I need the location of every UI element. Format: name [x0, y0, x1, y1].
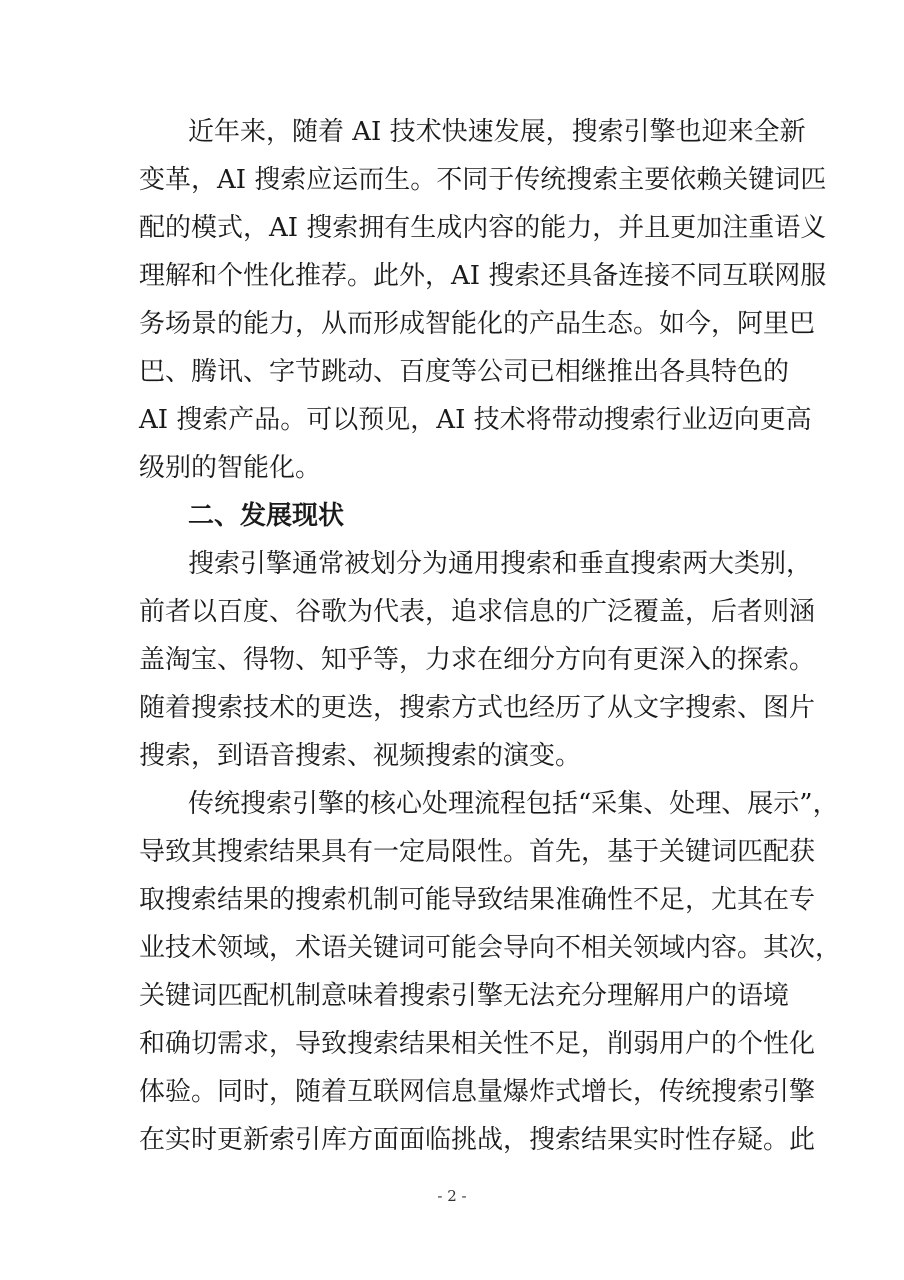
- paragraph-1-line-3: 配的模式，AI 搜索拥有生成内容的能力，并且更加注重语义: [139, 213, 827, 243]
- paragraph-3-line-3: 取搜索结果的搜索机制可能导致结果准确性不足，尤其在专: [139, 885, 816, 915]
- paragraph-1-line-4: 理解和个性化推荐。此外，AI 搜索还具备连接不同互联网服: [139, 261, 827, 291]
- paragraph-3-line-8: 在实时更新索引库方面面临挑战，搜索结果实时性存疑。此: [139, 1125, 816, 1155]
- paragraph-2-line-2: 前者以百度、谷歌为代表，追求信息的广泛覆盖，后者则涵: [139, 597, 816, 627]
- paragraph-3-line-6: 和确切需求，导致搜索结果相关性不足，削弱用户的个性化: [139, 1029, 816, 1059]
- page-number: - 2 -: [437, 1187, 467, 1205]
- paragraph-2-line-5: 搜索，到语音搜索、视频搜索的演变。: [139, 741, 582, 771]
- paragraph-3-line-5: 关键词匹配机制意味着搜索引擎无法充分理解用户的语境: [139, 981, 790, 1011]
- paragraph-1-line-7: AI 搜索产品。可以预见，AI 技术将带动搜索行业迈向更高: [139, 405, 812, 435]
- paragraph-3-line-4: 业技术领域，术语关键词可能会导向不相关领域内容。其次，: [139, 933, 842, 963]
- paragraph-3-line-7: 体验。同时，随着互联网信息量爆炸式增长，传统搜索引擎: [139, 1077, 816, 1107]
- paragraph-1-line-5: 务场景的能力，从而形成智能化的产品生态。如今，阿里巴: [139, 309, 816, 339]
- paragraph-1-line-8: 级别的智能化。: [139, 453, 322, 483]
- paragraph-3-line-1: 传统搜索引擎的核心处理流程包括“采集、处理、展示”，: [188, 789, 839, 819]
- paragraph-1-line-1: 近年来，随着 AI 技术快速发展，搜索引擎也迎来全新: [188, 117, 806, 147]
- paragraph-2-line-3: 盖淘宝、得物、知乎等，力求在细分方向有更深入的探索。: [139, 645, 816, 675]
- section-heading: 二、发展现状: [188, 501, 345, 531]
- paragraph-2-line-4: 随着搜索技术的更迭，搜索方式也经历了从文字搜索、图片: [139, 693, 816, 723]
- paragraph-2-line-1: 搜索引擎通常被划分为通用搜索和垂直搜索两大类别，: [188, 549, 813, 579]
- paragraph-1-line-6: 巴、腾讯、字节跳动、百度等公司已相继推出各具特色的: [139, 357, 790, 387]
- paragraph-3-line-2: 导致其搜索结果具有一定局限性。首先，基于关键词匹配获: [139, 837, 816, 867]
- paragraph-1-line-2: 变革，AI 搜索应运而生。不同于传统搜索主要依赖关键词匹: [139, 165, 827, 195]
